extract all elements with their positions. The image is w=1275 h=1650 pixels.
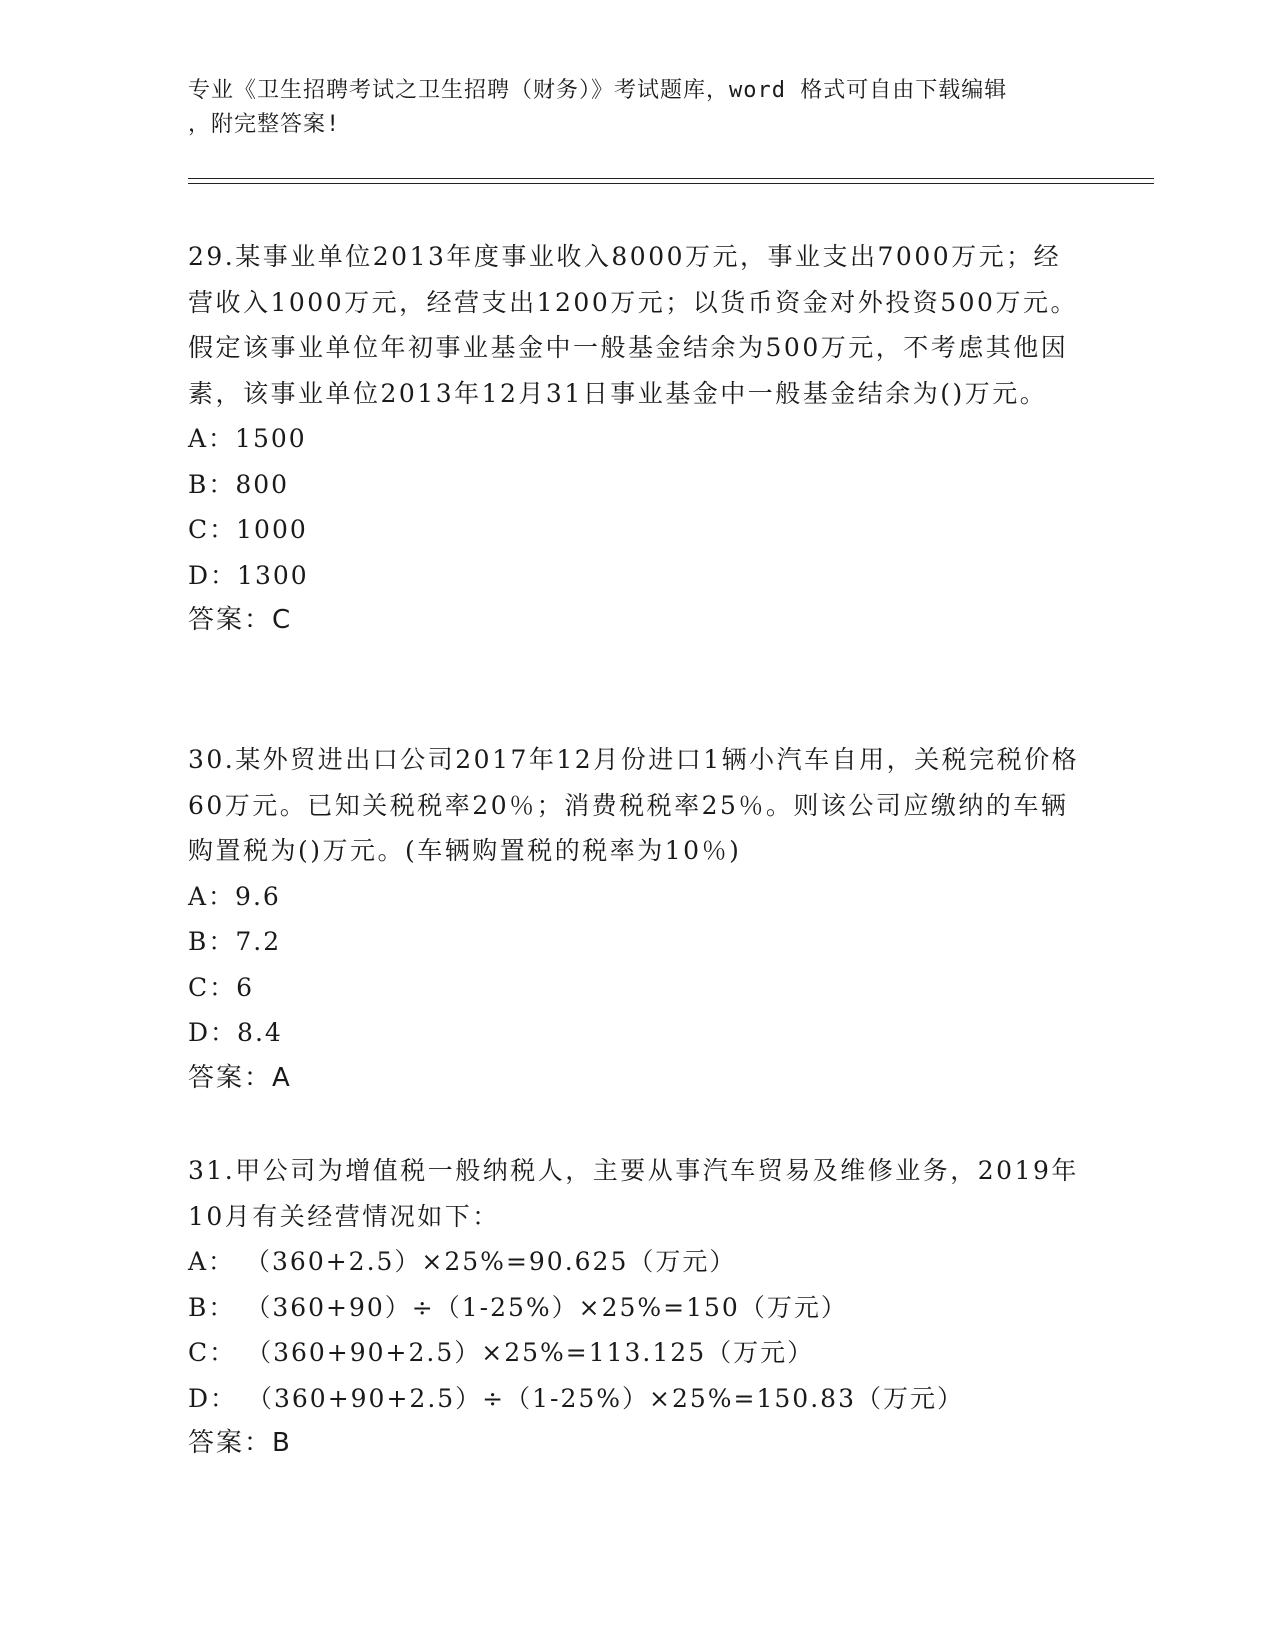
- option-a: A： （360+2.5）×25%=90.625（万元）: [188, 1247, 737, 1276]
- question-text: 31.甲公司为增值税一般纳税人，主要从事汽车贸易及维修业务，2019年10月有关经营情况如下：: [188, 1156, 1079, 1231]
- answer: 答案：C: [188, 605, 293, 635]
- question-30: [188, 737, 1088, 1101]
- document-header: [188, 74, 1088, 142]
- question-29: [188, 234, 1088, 644]
- option-c: C：6: [188, 972, 255, 1002]
- option-d: D：8.4: [188, 1018, 283, 1047]
- header-line-2: ，附完整答案!: [188, 112, 341, 137]
- option-a: A：1500: [188, 424, 307, 453]
- option-b: B：7.2: [188, 927, 282, 956]
- answer: 答案：B: [188, 1428, 292, 1458]
- option-d: D：1300: [188, 560, 309, 590]
- header-divider-top: [188, 178, 1154, 179]
- option-d: D： （360+90+2.5）÷（1-25%）×25%=150.83（万元）: [188, 1383, 964, 1413]
- option-c: C： （360+90+2.5）×25%=113.125（万元）: [188, 1338, 815, 1367]
- header-line-1: 专业《卫生招聘考试之卫生招聘（财务）》考试题库，word 格式可自由下载编辑: [188, 78, 1008, 103]
- option-c: C：1000: [188, 515, 308, 544]
- question-31: [188, 1148, 1088, 1467]
- option-b: B： （360+90）÷（1-25%）×25%=150（万元）: [188, 1292, 848, 1322]
- question-text: 30.某外贸进出口公司2017年12月份进口1辆小汽车自用，关税完税价格60万元。已知关税税率20％；消费税税率25％。则该公司应缴纳的车辆购置税为()万元。(车辆购置税的税率为10％): [188, 745, 1080, 865]
- answer: 答案：A: [188, 1062, 292, 1093]
- option-b: B：800: [188, 469, 290, 499]
- question-text: 29.某事业单位2013年度事业收入8000万元，事业支出7000万元；经营收入1000万元，经营支出1200万元；以货币资金对外投资500万元。假定该事业单位年初事业基金中一般基金结余为500万元，不考虑其他因素，该事业单位2013年12月31日事业基金中一般基金结余为()万元。: [188, 242, 1078, 408]
- option-a: A：9.6: [188, 881, 281, 911]
- header-divider-bottom: [188, 183, 1154, 184]
